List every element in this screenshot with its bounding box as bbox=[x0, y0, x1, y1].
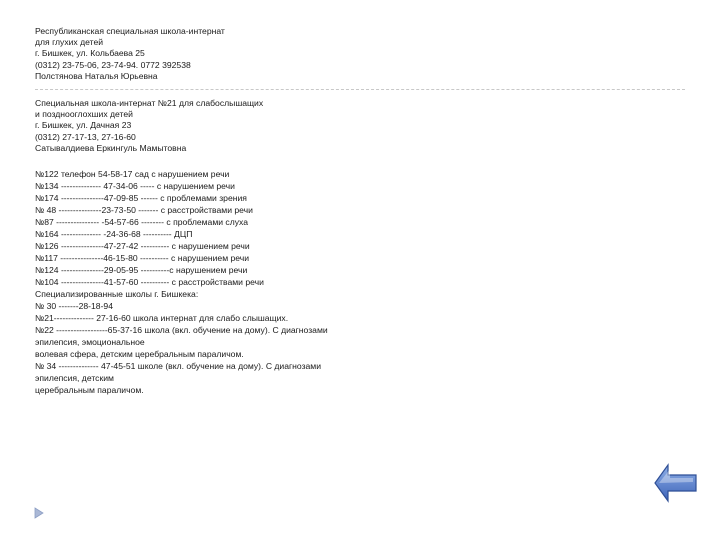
phone-list-line: волевая сфера, детским церебральным параличом. bbox=[35, 349, 244, 359]
school-2-line-1: Специальная школа-интернат №21 для слабослышащих bbox=[35, 98, 264, 108]
phone-list bbox=[35, 168, 328, 396]
school-1-block bbox=[35, 26, 225, 82]
phone-list-line: № 34 -------------- 47-45-51 школе (вкл. обучение на дому). С диагнозами bbox=[35, 361, 321, 371]
school-2-line-4: (0312) 27-17-13, 27-16-60 bbox=[35, 131, 136, 142]
school-2-block bbox=[35, 98, 263, 154]
phone-list-line: №21-------------- 27-16-60 школа интернат для слабо слышащих. bbox=[35, 313, 289, 323]
school-2-line-2: и позднооглохших детей bbox=[35, 109, 133, 120]
phone-list-line: №134 -------------- 47-34-06 ----- с нарушением речи bbox=[35, 181, 235, 191]
back-button[interactable] bbox=[652, 461, 700, 505]
phone-list-line: № 48 ---------------23-73-50 ------- с расстройствами речи bbox=[35, 205, 253, 215]
school-1-line-3: г. Бишкек, ул. Кольбаева 25 bbox=[35, 48, 145, 59]
phone-list-line: эпилепсия, эмоциональное bbox=[35, 337, 145, 347]
separator bbox=[35, 89, 685, 90]
phone-list-line: №126 ---------------47-27-42 ---------- с нарушением речи bbox=[35, 241, 250, 251]
school-2-line-5: Сатывалдиева Еркингуль Мамытовна bbox=[35, 142, 187, 153]
phone-list-line: №174 ---------------47-09-85 ------ с проблемами зрения bbox=[35, 193, 247, 203]
school-2-line-3: г. Бишкек, ул. Дачная 23 bbox=[35, 120, 132, 131]
phone-list-line: №164 -------------- -24-36-68 ---------- ДЦП bbox=[35, 229, 193, 239]
phone-list-line: №87 --------------- -54-57-66 -------- с проблемами слуха bbox=[35, 217, 249, 227]
phone-list-line: № 30 -------28-18-94 bbox=[35, 301, 113, 311]
arrow-left-icon bbox=[652, 461, 700, 505]
phone-list-line: Специализированные школы г. Бишкека: bbox=[35, 289, 199, 299]
phone-list-line: эпилепсия, детским bbox=[35, 373, 114, 383]
school-1-line-5: Полстянова Наталья Юрьевна bbox=[35, 70, 158, 81]
triangle-bullet-icon bbox=[34, 506, 44, 518]
phone-list-line: №104 ---------------41-57-60 ---------- с расстройствами речи bbox=[35, 277, 264, 287]
phone-list-line: №122 телефон 54-58-17 сад с нарушением речи bbox=[35, 169, 230, 179]
school-1-line-2: для глухих детей bbox=[35, 37, 104, 48]
school-1-line-1: Республиканская специальная школа-интернат bbox=[35, 26, 225, 36]
school-1-line-4: (0312) 23-75-06, 23-74-94. 0772 392538 bbox=[35, 59, 191, 70]
phone-list-line: №22 ------------------65-37-16 школа (вкл. обучение на дому). С диагнозами bbox=[35, 325, 328, 335]
phone-list-line: №117 ---------------46-15-80 ---------- с нарушением речи bbox=[35, 253, 250, 263]
phone-list-line: церебральным параличом. bbox=[35, 385, 144, 395]
phone-list-line: №124 ---------------29-05-95 ----------с нарушением речи bbox=[35, 265, 248, 275]
